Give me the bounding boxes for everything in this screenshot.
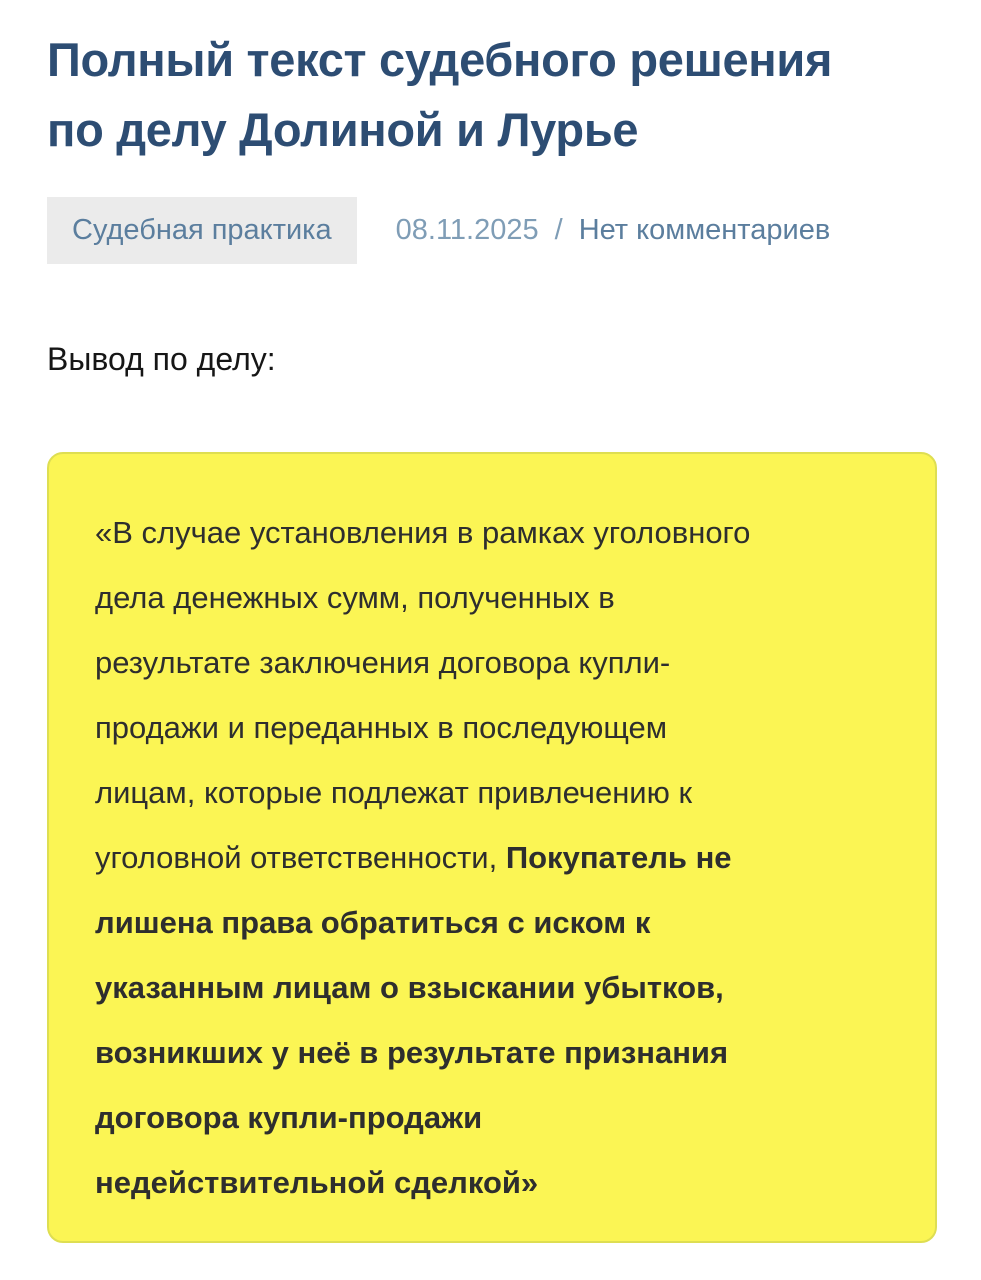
quote-segment: лицам, которые подлежат привлечению к xyxy=(95,775,693,810)
quote-line xyxy=(95,565,895,630)
quote-line xyxy=(95,825,895,890)
quote-line xyxy=(95,500,895,565)
quote-segment-bold: лишена права обратиться с иском к xyxy=(95,905,651,940)
quote-segment: «В случае установления в рамках уголовного xyxy=(95,515,751,550)
quote-segment: продажи и переданных в последующем xyxy=(95,710,668,745)
quote-line xyxy=(95,1085,895,1150)
quote-segment: уголовной ответственности, xyxy=(95,840,506,875)
quote-line xyxy=(95,760,895,825)
quote-line xyxy=(95,1020,895,1085)
page-title-line-1: Полный текст судебного решения xyxy=(47,33,833,86)
quote-segment: результате заключения договора купли- xyxy=(95,645,671,680)
quote-segment-bold: возникших у неё в результате признания xyxy=(95,1035,729,1070)
quote-text xyxy=(95,500,895,1215)
quote-segment-bold: Покупатель не xyxy=(505,840,732,875)
lead-text: Вывод по делу: xyxy=(47,341,276,377)
quote-line xyxy=(95,630,895,695)
comments-link[interactable]: Нет комментариев xyxy=(578,214,831,246)
quote-segment: дела денежных сумм, полученных в xyxy=(95,580,615,615)
category-badge[interactable]: Судебная практика xyxy=(47,197,357,264)
post-meta xyxy=(47,197,937,264)
post-date: 08.11.2025 xyxy=(395,214,539,246)
quote-line xyxy=(95,1150,895,1215)
quote-segment-bold: недействительной сделкой» xyxy=(95,1165,539,1200)
quote-line xyxy=(95,890,895,955)
page-title xyxy=(47,25,937,165)
quote-line xyxy=(95,955,895,1020)
meta-separator: / xyxy=(554,214,563,246)
quote-segment-bold: договора купли-продажи xyxy=(95,1100,483,1135)
quote-line xyxy=(95,695,895,760)
quote-highlight-box xyxy=(47,452,937,1243)
page-title-line-2: по делу Долиной и Лурье xyxy=(47,103,639,156)
quote-segment-bold: указанным лицам о взыскании убытков, xyxy=(95,970,724,1005)
